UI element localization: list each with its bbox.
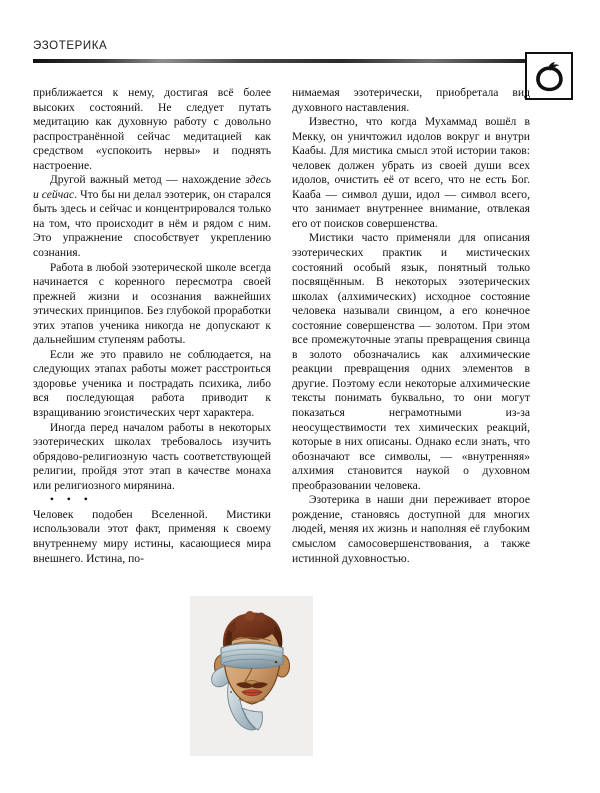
paragraph-tail: . Что бы ни делал эзотерик, он старался быть здесь и сейчас и концентрировался только на том, что происходит в нём и рядом с ним. Это упражнение способствует укреплению сознания. (33, 187, 271, 260)
paragraph: Известно, что когда Мухаммад вошёл в Мекку, он уничтожил идолов вокруг и внутри Каабы. Для мистика смысл этой истории таков: человек должен убрать из своей души всех идолов, очистить её от всего, что не есть Бог. Кааба — символ души, идол — символ всего, что занимает внутреннее внимание, отвлекая его от поисков совершенства. (292, 115, 530, 230)
page-header (0, 28, 600, 78)
apple-outline-icon (525, 52, 573, 100)
blindfolded-man-illustration (190, 596, 313, 756)
paragraph: Если же это правило не соблюдается, на следующих этапах работы может расстроиться здоровье ученика и пострадать психика, либо вся последующая работа приводит к взращиванию эгоистических черт характера. (33, 347, 271, 420)
section-divider-dots: • • • (49, 493, 93, 507)
paragraph: Мистики часто применяли для описания эзотерических практик и мистических состояний особый язык, понятный только посвящённым. В некоторых эзотерических школах (алхимических) исходное состояние человека называли свинцом, а его конечное состояние совершенства — золотом. При этом все промежуточные этапы превращения свинца в золото обозначались как алхимические реакции превращения одних элементов в другие. Поэтому если некоторые алхимические тексты понимать буквально, то они могут показаться неграмотными из-за неосуществимости тех химических реакций, которые в них описаны. Однако если знать, что обозначают все символы, — «внутренняя» алхимия становится наукой о духовном преобразовании человека. (292, 231, 530, 492)
paragraph: приближается к нему, достигая всё более высоких состояний. Не следует путать медитацию как духовную работу с довольно распространённой сейчас медитацией как средством «успокоить нервы» и поднять настроение. (33, 86, 271, 172)
paragraph: Эзотерика в наши дни переживает второе рождение, становясь доступной для многих людей, меняя их жизнь и наполняя её глубоким смыслом самосовершенствования, а также истинной духовностью. (292, 493, 530, 565)
paragraph: Иногда перед началом работы в некоторых эзотерических школах требовалось изучить обрядово-религиозную часть соответствующей религии, пройдя этот этап в качестве монаха или религиозного мирянина. (33, 420, 271, 492)
paragraph: Работа в любой эзотерической школе всегда начинается с коренного пересмотра своей прежней жизни и осознания важнейших этических принципов. Без глубокой проработки этих этапов ученика никогда не допускают к дальнейшим ступеням работы. (33, 260, 271, 347)
paragraph (33, 173, 271, 260)
header-divider-rule (33, 59, 530, 63)
right-column (292, 86, 530, 566)
paragraph-lead: Другой важный метод — нахождение (49, 173, 246, 187)
emphasis-text: здесь и сейчас (33, 173, 271, 201)
left-column (33, 86, 271, 566)
section-title: ЭЗОТЕРИКА (33, 40, 108, 52)
paragraph: нимаемая эзотерически, приобретала вид духовного наставления. (292, 86, 530, 114)
paragraph: Человек подобен Вселенной. Мистики использовали этот факт, применяя к своему внутреннему миру истины, касающиеся мира внешнего. Истина, по- (33, 507, 271, 565)
article-body (33, 86, 530, 566)
